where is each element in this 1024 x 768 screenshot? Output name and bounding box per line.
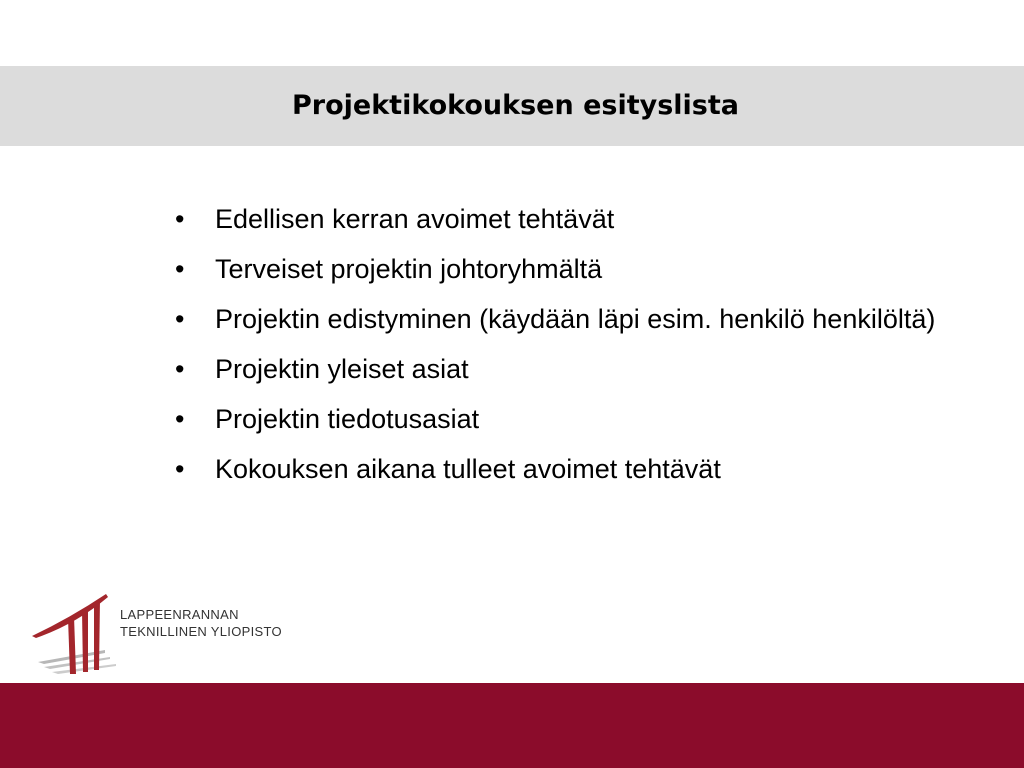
agenda-item-text: Projektin tiedotusasiat — [215, 404, 480, 434]
logo-text — [120, 606, 282, 640]
footer-band — [0, 683, 1024, 768]
agenda-item-text: Edellisen kerran avoimet tehtävät — [215, 204, 615, 234]
logo-line-2: TEKNILLINEN YLIOPISTO — [120, 624, 282, 639]
bullet-icon: • — [175, 404, 185, 434]
agenda-item — [175, 450, 1005, 488]
agenda-item-text: Projektin yleiset asiat — [215, 354, 469, 384]
agenda-item-text: Projektin edistyminen (käydään läpi esim. henkilö henkilöltä) — [215, 304, 936, 334]
agenda-item — [175, 200, 1005, 238]
agenda-item — [175, 250, 1005, 288]
agenda-item — [175, 400, 1005, 438]
university-logo — [30, 588, 330, 680]
bullet-icon: • — [175, 454, 185, 484]
agenda-item — [175, 300, 1005, 338]
agenda-list — [175, 200, 1005, 500]
agenda-item-text: Terveiset projektin johtoryhmältä — [215, 254, 603, 284]
bullet-icon: • — [175, 204, 185, 234]
logo-line-1: LAPPEENRANNAN — [120, 607, 239, 622]
university-logo-icon — [30, 588, 120, 680]
bullet-icon: • — [175, 254, 185, 284]
bullet-icon: • — [175, 304, 185, 334]
bullet-icon: • — [175, 354, 185, 384]
agenda-item-text: Kokouksen aikana tulleet avoimet tehtävät — [215, 454, 721, 484]
agenda-item — [175, 350, 1005, 388]
slide-title: Projektikokouksen esityslista — [292, 90, 740, 121]
